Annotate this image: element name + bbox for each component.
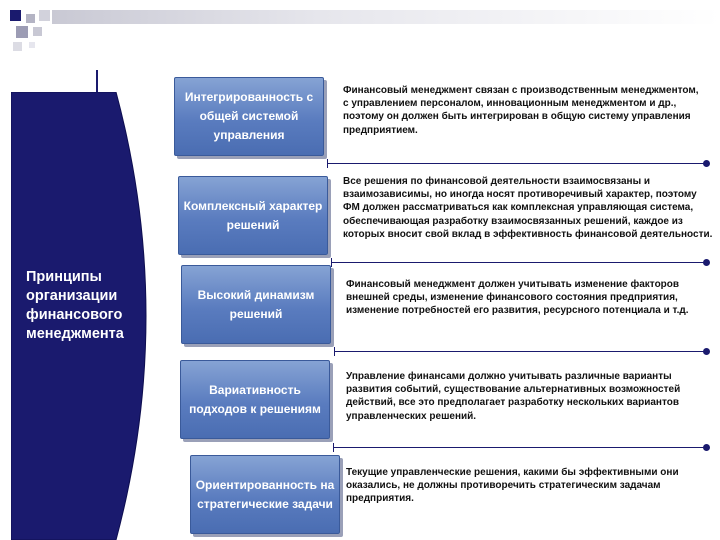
decor-square [29, 42, 35, 48]
principle-box-dynamism [181, 265, 331, 344]
principle-label: Комплексный характер решений [183, 198, 323, 232]
principles-heading: Принципы организации финансового менеджмента [26, 269, 124, 342]
header-bar [52, 10, 720, 24]
decor-square [13, 42, 22, 51]
separator-line [331, 262, 708, 263]
separator-dot [703, 348, 710, 355]
separator-tick [327, 159, 328, 168]
principle-description: Финансовый менеджмент связан с производственным менеджментом, с управлением персоналом, инновационным менеджментом и др., поэтому он должен быть интегрирован в общую систему управления предприятием. [343, 85, 699, 136]
separator-dot [703, 259, 710, 266]
decor-square [33, 27, 42, 36]
principle-box-integration [174, 77, 324, 156]
principle-label: Ориентированность на стратегические задачи [195, 477, 335, 511]
decor-square [26, 14, 35, 23]
decor-square [16, 26, 28, 38]
separator-tick [333, 443, 334, 452]
principle-label: Интегрированность с общей системой управления [184, 90, 314, 142]
principle-description: Управление финансами должно учитывать различные варианты развития событий, существование альтернативных возможностей действий, все это предполагает разработку нескольких вариантов управленческих решений. [346, 371, 681, 422]
separator-line [327, 163, 708, 164]
separator-dot [703, 160, 710, 167]
separator-dot [703, 444, 710, 451]
principle-description: Финансовый менеджмент должен учитывать изменение факторов внешней среды, изменение финансового состояния предприятия, изменение потребностей его развития, ресурсного потенциала и т.д. [346, 279, 689, 317]
principle-label: Высокий динамизм решений [197, 287, 315, 321]
principle-label: Вариативность подходов к решениям [189, 382, 321, 416]
separator-line [334, 351, 708, 352]
principle-box-complex [178, 176, 328, 255]
principle-box-strategic [190, 455, 340, 534]
principle-description: Все решения по финансовой деятельности взаимосвязаны и взаимозависимы, но иногда носят противоречивый характер, поэтому ФМ должен рассматриваться как комплексная управляющая система, обеспечивающая разработку взаимосвязанных решений, каждое из которых вносит свой вклад в эффективность финансовой деятельности. [343, 176, 713, 240]
separator-tick [331, 258, 332, 267]
decor-square [10, 10, 21, 21]
principle-description: Текущие управленческие решения, какими бы эффективными они оказались, не должны противоречить стратегическим задачам предприятия. [346, 467, 679, 505]
principle-box-variability [180, 360, 330, 439]
decor-square [39, 10, 50, 21]
separator-tick [334, 347, 335, 356]
separator-line [333, 447, 708, 448]
